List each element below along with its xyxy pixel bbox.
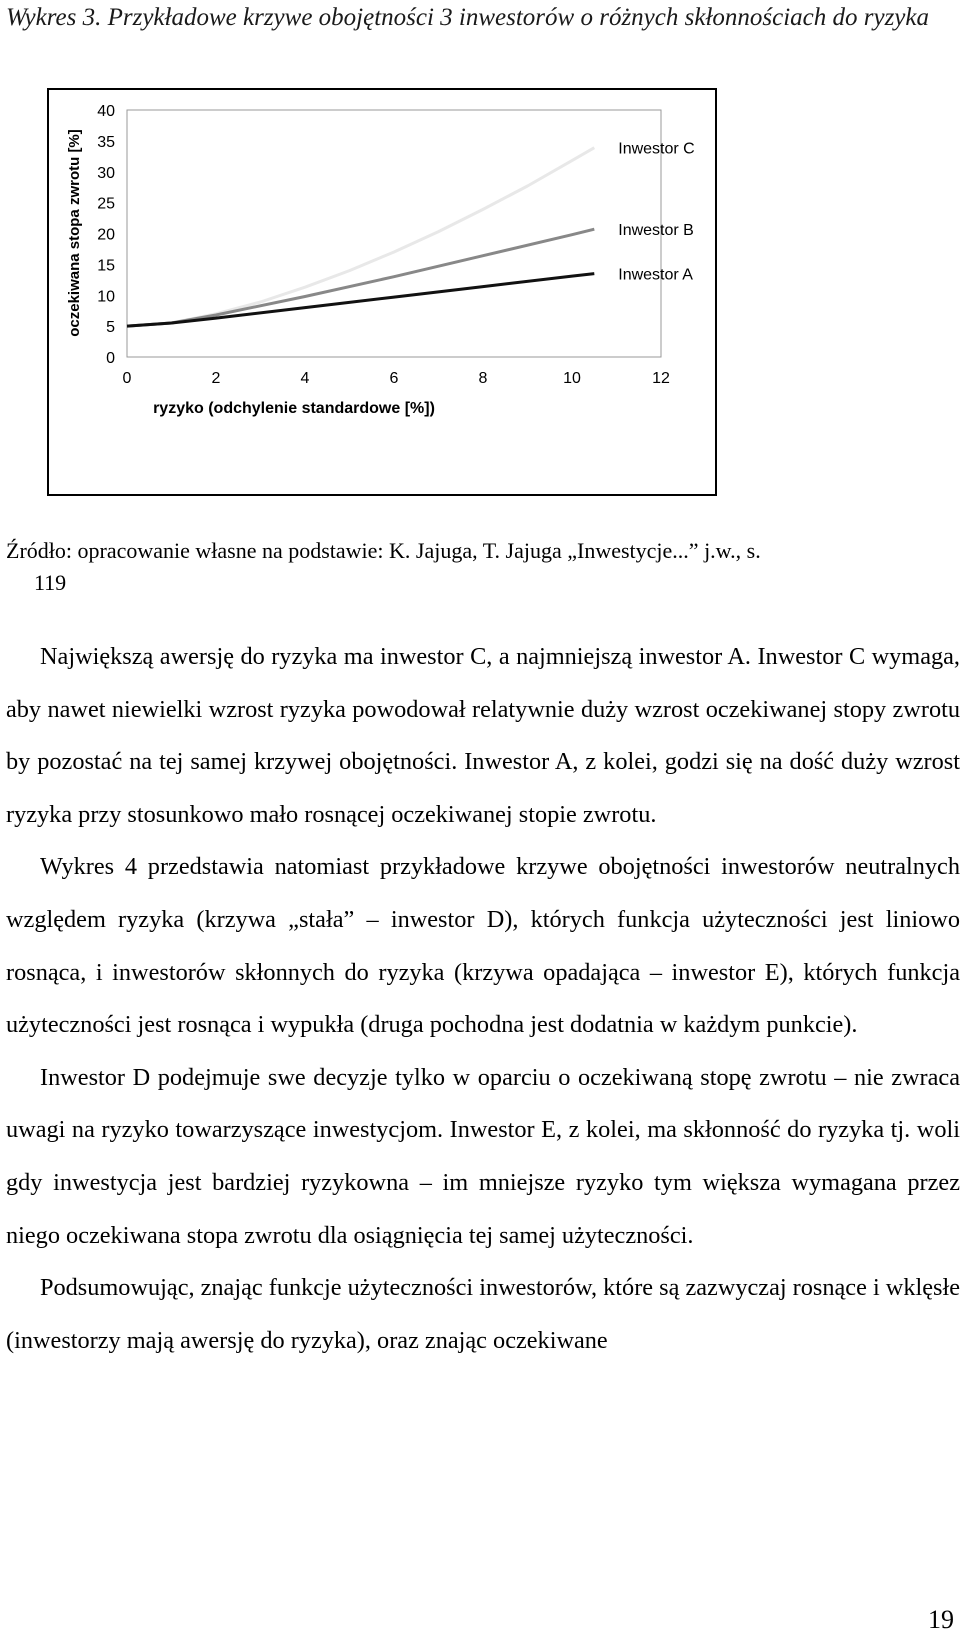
figure-caption: Wykres 3. Przykładowe krzywe obojętności 3 inwestorów o różnych skłonnościach do ryzyka bbox=[6, 4, 929, 31]
y-tick-label: 0 bbox=[106, 350, 115, 367]
paragraph: Wykres 4 przedstawia natomiast przykładowe krzywe obojętności inwestorów neutralnych względem ryzyka (krzywa „stała” – inwestor D), których funkcja użyteczności jest liniowo rosnąca, i inwestorów skłonnych do ryzyka (krzywa opadająca – inwestor E), których funkcja użyteczności jest rosnąca i wypukła (druga pochodna jest dodatnia w każdym punkcie). bbox=[6, 853, 960, 1039]
source-line-2: 119 bbox=[34, 570, 67, 595]
x-axis-label: ryzyko (odchylenie standardowe [%]) bbox=[153, 400, 435, 417]
y-tick-label: 30 bbox=[97, 164, 115, 182]
inwestor-a-label: Inwestor A bbox=[618, 266, 693, 284]
y-tick-label: 10 bbox=[97, 288, 115, 306]
x-tick-label: 10 bbox=[563, 370, 581, 387]
paragraph: Podsumowując, znając funkcje użyteczności inwestorów, które są zazwyczaj rosnące i wklęsłe (inwestorzy mają awersję do ryzyka), oraz znając oczekiwane bbox=[6, 1274, 960, 1354]
x-tick-label: 12 bbox=[652, 370, 670, 387]
figure-source bbox=[6, 535, 936, 599]
x-tick-label: 0 bbox=[122, 370, 132, 387]
y-tick-label: 5 bbox=[106, 319, 115, 337]
inwestor-c-label: Inwestor C bbox=[618, 140, 695, 158]
y-tick-label: 20 bbox=[97, 226, 115, 244]
inwestor-b-label: Inwestor B bbox=[618, 222, 694, 240]
x-tick-label: 6 bbox=[389, 370, 399, 387]
y-tick-label: 40 bbox=[97, 103, 115, 120]
paragraph: Największą awersję do ryzyka ma inwestor C, a najmniejszą inwestor A. Inwestor C wymaga, aby nawet niewielki wzrost ryzyka powodował relatywnie duży wzrost oczekiwanej stopy zwrotu by pozostać na tej samej krzywej obojętności. Inwestor A, z kolei, godzi się na dość duży wzrost ryzyka przy stosunkowo mało rosnącej oczekiwanej stopie zwrotu. bbox=[6, 643, 960, 828]
y-axis-label: oczekiwana stopa zwrotu [%] bbox=[66, 129, 83, 337]
chart-frame bbox=[47, 88, 717, 496]
y-tick-label: 25 bbox=[97, 195, 115, 213]
paragraph: Inwestor D podejmuje swe decyzje tylko w oparciu o oczekiwaną stopę zwrotu – nie zwraca uwagi na ryzyko towarzyszące inwestycjom. Inwestor E, z kolei, ma skłonność do ryzyka tj. woli gdy inwestycja jest bardziej ryzykowna – im mniejsze ryzyko tym większa wymagana przez niego oczekiwana stopa zwrotu dla osiągnięcia tej samej użyteczności. bbox=[6, 1063, 960, 1249]
page-number: 19 bbox=[928, 1605, 954, 1634]
x-tick-label: 4 bbox=[300, 370, 310, 387]
x-tick-label: 2 bbox=[211, 370, 221, 387]
y-tick-label: 35 bbox=[97, 133, 115, 151]
y-tick-label: 15 bbox=[97, 257, 115, 275]
source-line-1: Źródło: opracowanie własne na podstawie: K. Jajuga, T. Jajuga „Inwestycje...” j.w., s. bbox=[6, 538, 761, 563]
body-text bbox=[6, 631, 960, 1367]
indifference-curves-chart bbox=[49, 90, 715, 494]
x-tick-label: 8 bbox=[478, 370, 488, 387]
